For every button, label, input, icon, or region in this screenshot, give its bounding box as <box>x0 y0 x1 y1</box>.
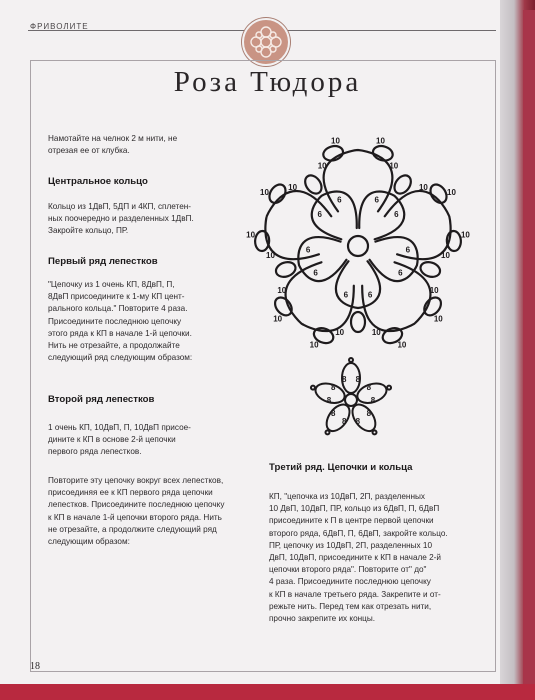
center-ring <box>348 236 368 256</box>
text-line: 4 раза. Присоедините последнюю цепочку <box>269 577 431 587</box>
text-line: присоедините к П в центре первой цепочки <box>269 516 434 526</box>
text-line: отрезая ее от клубка. <box>48 146 130 156</box>
diagram-stitch-count: 8 <box>330 408 336 418</box>
diagram-stitch-count: 10 <box>397 340 407 350</box>
diagram-stitch-count: 6 <box>394 209 399 219</box>
picot <box>387 386 391 390</box>
text-line: первого ряда лепестков. <box>48 447 142 457</box>
row1-heading: Первый ряд лепестков <box>48 256 158 267</box>
center-ring <box>345 394 357 406</box>
diagram-stitch-count: 10 <box>246 230 256 240</box>
text-line: Кольцо из 1ДвП, 5ДП и 4КП, сплетен- <box>48 202 192 211</box>
row3-text <box>269 491 448 625</box>
small-ring <box>351 312 365 332</box>
diagram-stitch-count: 10 <box>433 314 443 324</box>
diagram-stitch-count: 10 <box>288 183 298 193</box>
text-line: "Цепочку из 1 очень КП, 8ДвП, П, <box>48 280 175 289</box>
text-line: не отрезайте, а продолжите следующий ряд <box>48 524 217 534</box>
page-number: 18 <box>30 661 40 672</box>
text-line: цепочки второго ряда". Повторите от" до" <box>269 565 427 575</box>
central-ring-text <box>48 201 194 238</box>
intro-text <box>48 133 177 157</box>
row3-heading: Третий ряд. Цепочки и кольца <box>269 462 413 473</box>
diagram-stitch-count: 10 <box>460 230 470 240</box>
diagram-stitch-count: 6 <box>398 268 403 278</box>
inner-petal <box>336 261 380 308</box>
diagram-stitch-count: 6 <box>337 195 342 205</box>
diagram-stitch-count: 8 <box>326 396 332 405</box>
picot <box>349 358 353 362</box>
central-ring-heading: Центральное кольцо <box>48 176 148 187</box>
outer-petal <box>265 191 331 259</box>
diagram-stitch-count: 10 <box>331 136 340 146</box>
text-line: лепестков. Присоедините последнюю цепочку <box>48 500 225 510</box>
text-line: второго ряда, 6ДвП, П, 6ДвП, закройте кольцо. <box>269 528 448 538</box>
text-line: Повторите эту цепочку вокруг всех лепестков, <box>48 476 224 485</box>
text-line: режьте нить. Перед тем как отрезать нити, <box>269 601 432 611</box>
diagram-stitch-count: 6 <box>374 195 379 205</box>
picot <box>311 386 315 390</box>
text-line: к КП в начале 1-й цепочки второго ряда. Нить <box>48 512 222 522</box>
text-line: прочно закрепите их концы. <box>269 614 376 624</box>
diagram-stitch-count: 8 <box>366 408 372 418</box>
diagram-stitch-count: 8 <box>370 396 376 405</box>
diagram-stitch-count: 10 <box>447 188 456 197</box>
diagram-stitch-count: 6 <box>343 290 349 300</box>
diagram-stitch-count: 10 <box>418 183 428 193</box>
diagram-stitch-count: 10 <box>317 161 327 171</box>
text-line: следующим образом: <box>48 537 130 547</box>
text-line: 8ДвП присоедините к 1-му КП цент- <box>48 292 185 302</box>
text-line: КП, "цепочка из 10ДвП, 2П, разделенных <box>269 492 425 501</box>
text-line: Присоедините последнюю цепочку <box>48 316 182 326</box>
text-line: 1 очень КП, 10ДвП, П, 10ДвП присое- <box>48 423 191 432</box>
diagram-stitch-count: 10 <box>273 314 283 324</box>
diagram-stitch-count: 10 <box>441 251 450 261</box>
text-line: ПР, цепочку из 10ДвП, 2П, разделенных 10 <box>269 540 433 550</box>
page-title: Роза Тюдора <box>173 66 362 98</box>
diagram-stitch-count: 10 <box>429 286 439 295</box>
outer-petal <box>362 262 430 331</box>
diagram-stitch-count: 10 <box>371 328 381 338</box>
diagram-stitch-count: 8 <box>341 416 347 426</box>
text-line: присоединяя ее к КП первого ряда цепочки <box>48 488 213 498</box>
chain-loop <box>266 182 289 206</box>
diagram-stitch-count: 6 <box>305 245 311 255</box>
diagram-stitch-count: 10 <box>260 188 269 197</box>
diagram-stitch-count: 6 <box>317 209 322 219</box>
diagram-stitch-count: 10 <box>277 286 287 295</box>
diagram-stitch-count: 10 <box>389 161 399 171</box>
diagram-stitch-count: 10 <box>309 340 319 350</box>
central-ring-diagram <box>306 356 396 442</box>
diagram-stitch-count: 6 <box>313 268 318 278</box>
row2-text <box>48 422 191 459</box>
text-line: ДвП, 10ДвП, присоедините к КП в начале 2-й <box>269 553 441 563</box>
section-label: ФРИВОЛИТЕ <box>30 22 89 31</box>
diagram-stitch-count: 6 <box>367 290 373 300</box>
text-line: 10 ДвП, 10ДвП, ПР, кольцо из 6ДвП, П, 6ДвП <box>269 504 440 514</box>
bottom-border <box>0 684 535 700</box>
text-line: Намотайте на челнок 2 м нити, не <box>48 134 178 143</box>
row1-text <box>48 279 192 364</box>
diagram-stitch-count: 10 <box>266 251 275 261</box>
row2-continue-text <box>48 475 224 548</box>
lace-emblem-icon <box>242 18 290 66</box>
diagram-stitch-count: 8 <box>330 383 336 393</box>
tudor-rose-diagram <box>236 128 476 358</box>
text-line: следующий ряд следующим образом: <box>48 353 193 363</box>
next-page-edge <box>523 10 535 690</box>
diagram-stitch-count: 8 <box>355 416 361 426</box>
outer-petal <box>385 191 451 259</box>
row2-heading: Второй ряд лепестков <box>48 394 155 405</box>
text-line: этого ряда к КП в начале 1-й цепочки. <box>48 328 192 338</box>
diagram-stitch-count: 8 <box>355 375 361 385</box>
text-line: дините к КП в основе 2-й цепочки <box>48 435 176 445</box>
text-line: рального кольца." Повторите 4 раза. <box>48 304 188 314</box>
picot <box>373 430 377 434</box>
diagram-stitch-count: 10 <box>376 136 385 146</box>
text-line: к КП в начале третьего ряда. Закрепите и от- <box>269 589 441 599</box>
diagram-stitch-count: 10 <box>335 328 345 338</box>
diagram-stitch-count: 8 <box>341 375 347 385</box>
text-line: Закройте кольцо, ПР. <box>48 226 129 236</box>
picot <box>325 430 329 434</box>
text-line: Нить не отрезайте, а продолжайте <box>48 341 180 351</box>
diagram-stitch-count: 6 <box>405 245 411 255</box>
diagram-stitch-count: 8 <box>366 383 372 393</box>
text-line: ных поочередно и разделенных 1ДвП. <box>48 214 194 224</box>
